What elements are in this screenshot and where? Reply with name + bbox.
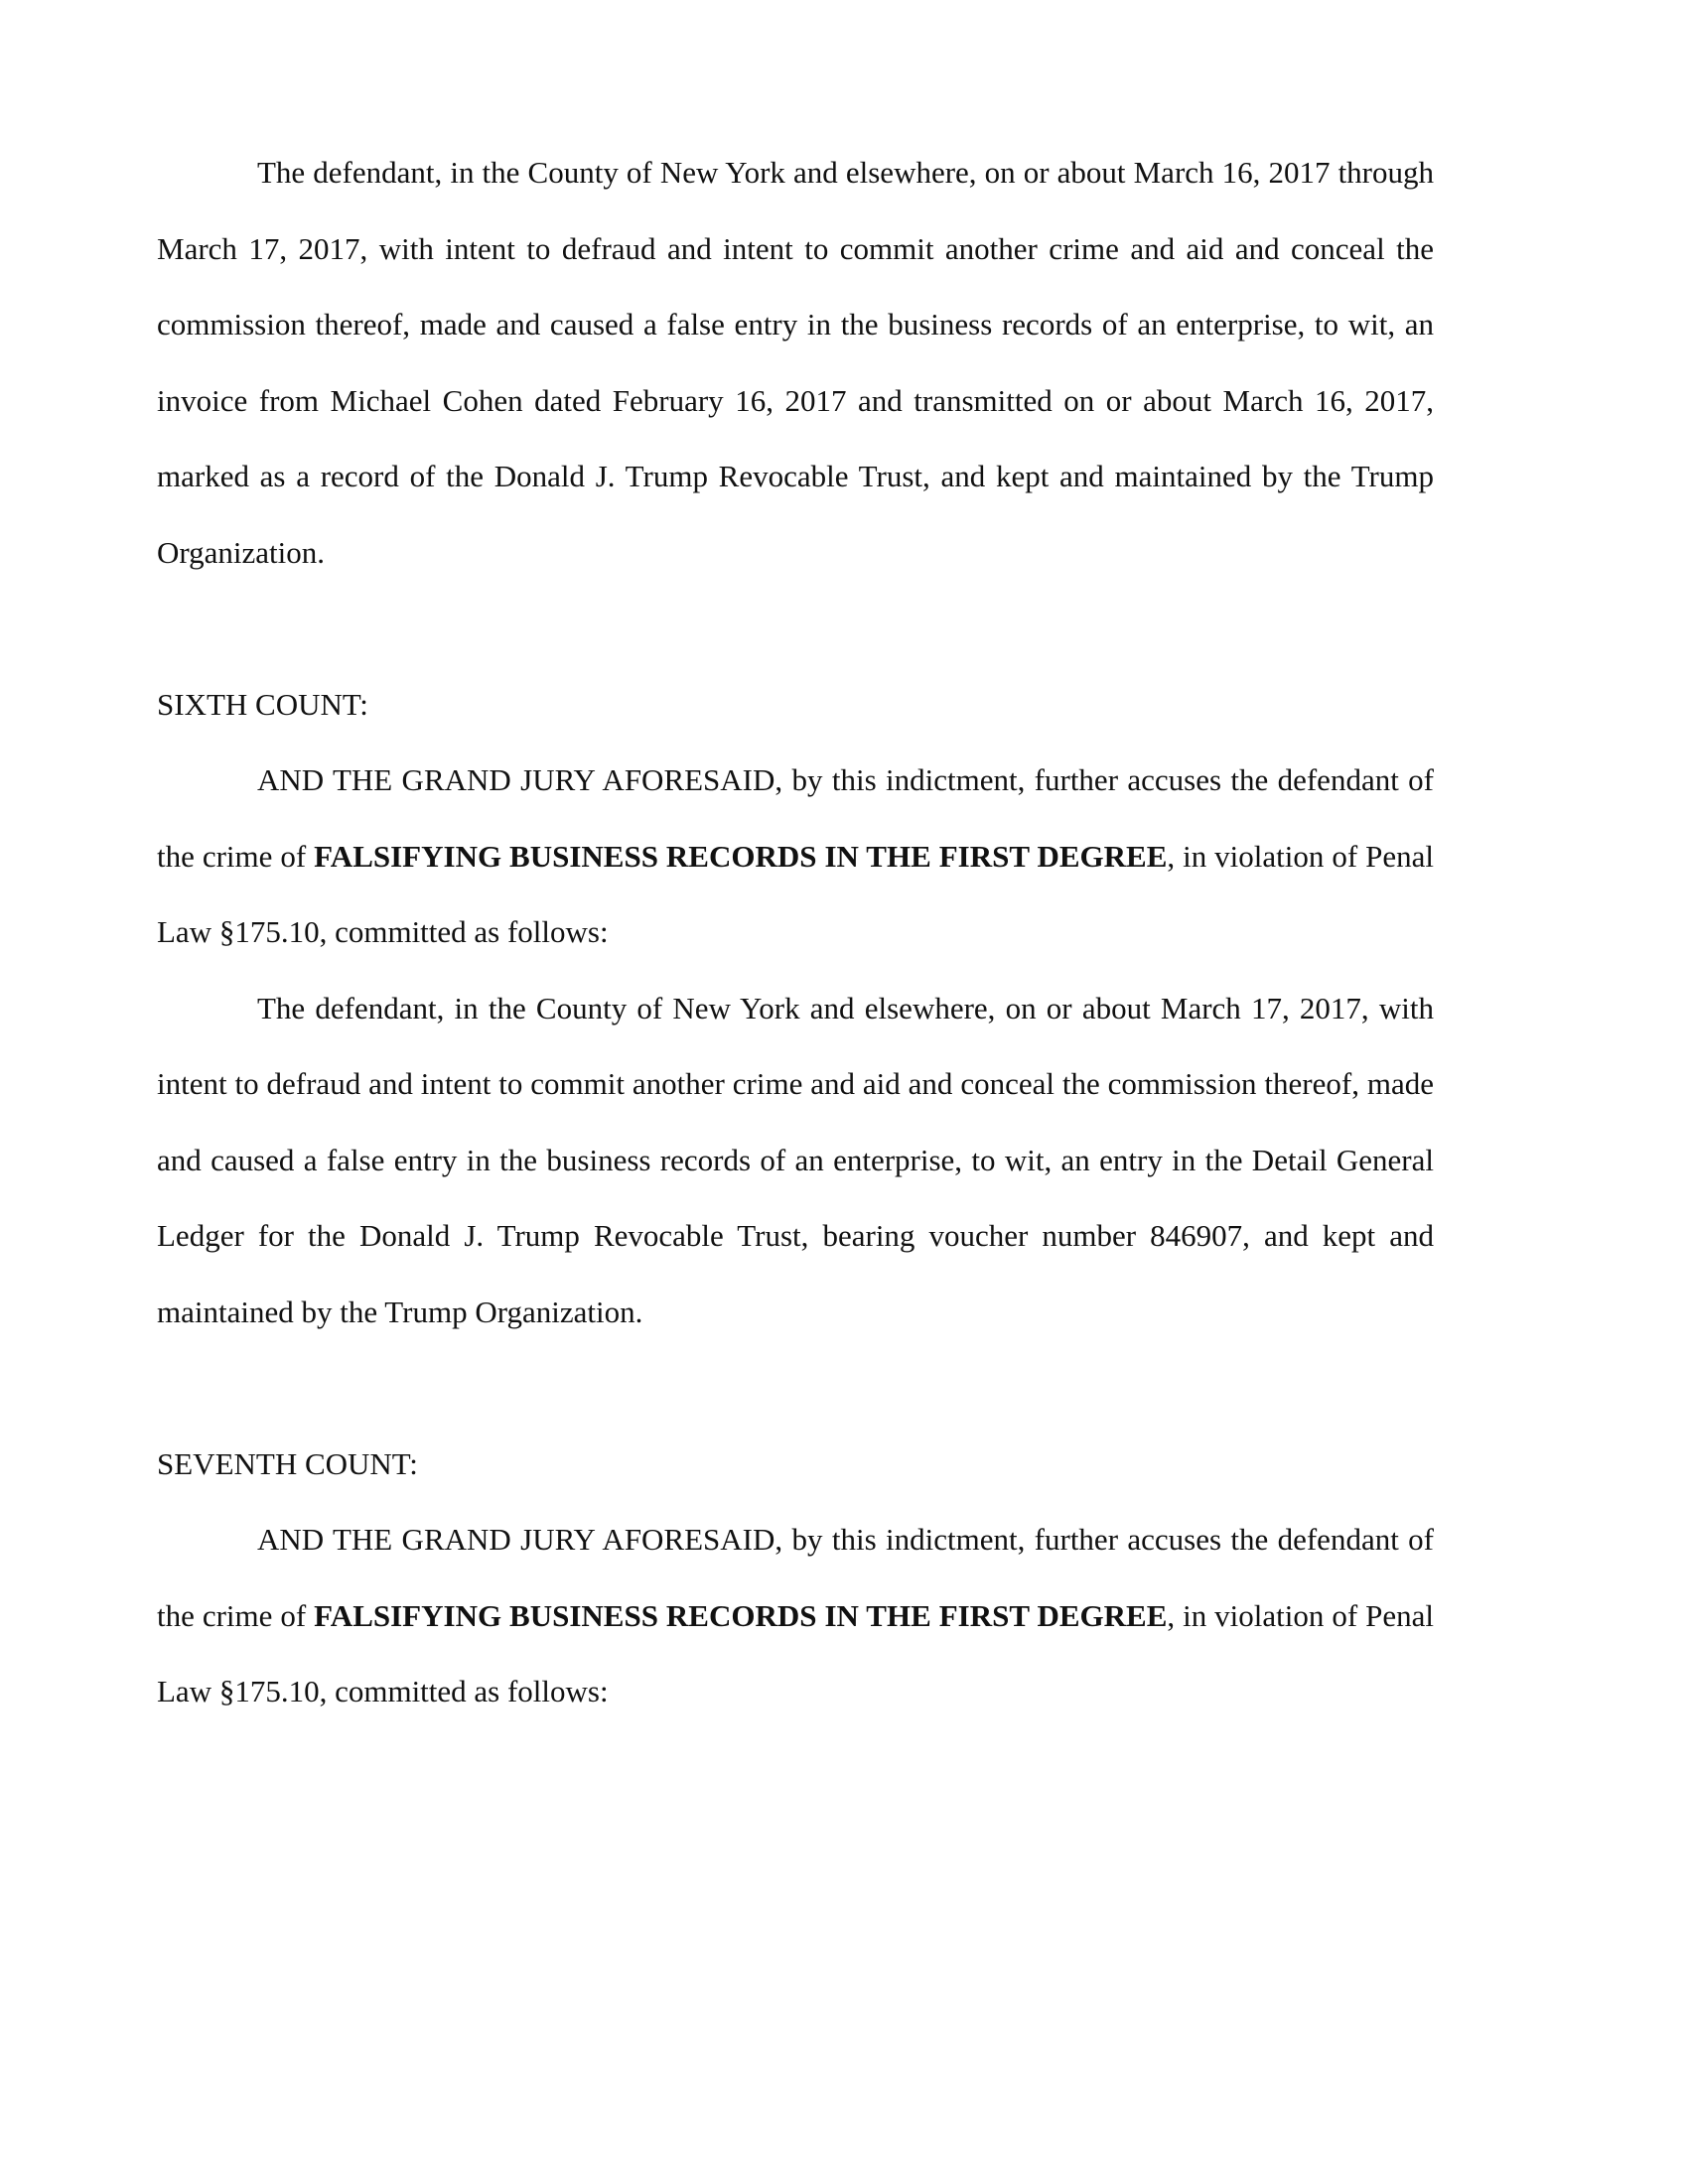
document-page: [157, 135, 1434, 1730]
sixth-count-details: The defendant, in the County of New York and elsewhere, on or about March 17, 2017, with intent to defraud and intent to commit another crime and aid and conceal the commission thereof, made and caused a false entry in the business records of an enterprise, to wit, an entry in the Detail General Ledger for the Donald J. Trump Revocable Trust, bearing voucher number 846907, and kept and maintained by the Trump Organization.: [157, 990, 1434, 1329]
sixth-count-accusation-tail: , in violation of Penal Law §175.10, committed as follows:: [157, 838, 1435, 949]
sixth-count-accusation: [157, 743, 1434, 971]
section-spacer: [157, 591, 1434, 667]
seventh-count-crime: FALSIFYING BUSINESS RECORDS IN THE FIRST DEGREE: [314, 1597, 1168, 1633]
seventh-count-accusation-tail: , in violation of Penal Law §175.10, committed as follows:: [157, 1597, 1435, 1708]
sixth-count-heading: SIXTH COUNT:: [157, 686, 368, 722]
seventh-count-heading: SEVENTH COUNT:: [157, 1445, 418, 1481]
intro-paragraph: The defendant, in the County of New York and elsewhere, on or about March 16, 2017 through March 17, 2017, with intent to defraud and intent to commit another crime and aid and conceal the commission thereof, made and caused a false entry in the business records of an enterprise, to wit, an invoice from Michael Cohen dated February 16, 2017 and transmitted on or about March 16, 2017, marked as a record of the Donald J. Trump Revocable Trust, and kept and maintained by the Trump Organization.: [157, 155, 1434, 570]
seventh-count-accusation: [157, 1502, 1434, 1730]
seventh-count-accusation-lead: AND THE GRAND JURY AFORESAID, by this indictment, further accuses the defendant of the crime of: [157, 1522, 1434, 1633]
section-spacer: [157, 1350, 1434, 1427]
sixth-count-accusation-lead: AND THE GRAND JURY AFORESAID, by this indictment, further accuses the defendant of the crime of: [157, 762, 1434, 874]
sixth-count-crime: FALSIFYING BUSINESS RECORDS IN THE FIRST DEGREE: [314, 838, 1168, 874]
